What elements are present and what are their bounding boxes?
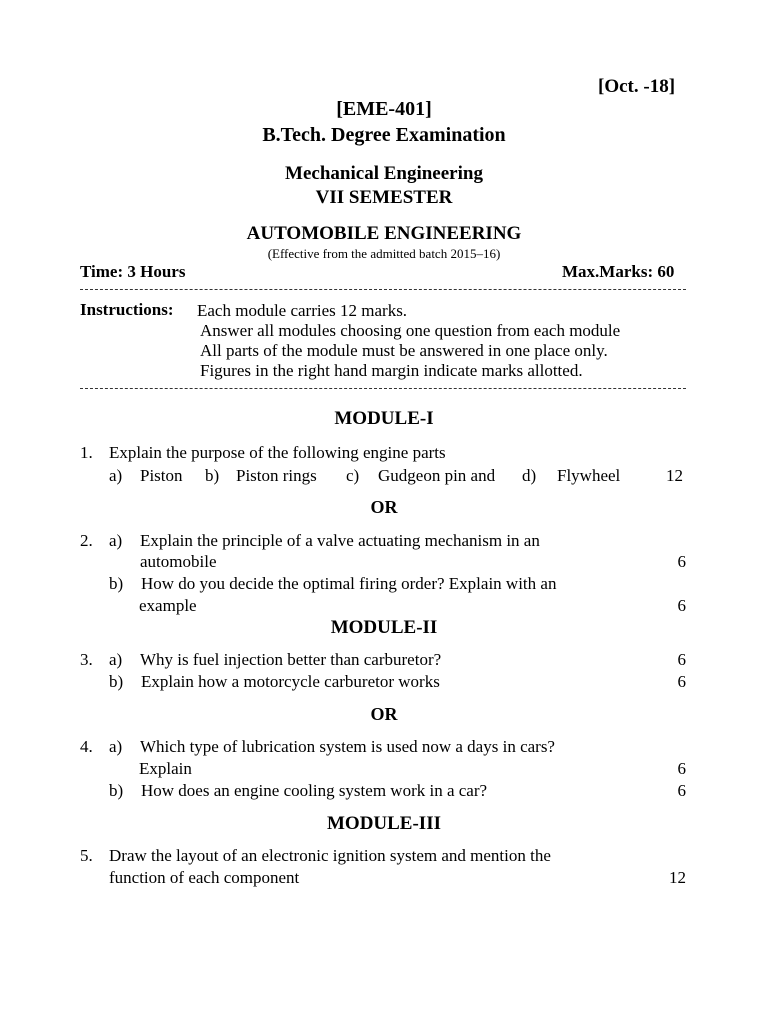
instructions-label: Instructions: <box>80 300 174 319</box>
marks: 6 <box>677 672 686 691</box>
option-label: a) <box>109 466 123 485</box>
question-text: How do you decide the optimal firing order? Explain with an <box>141 574 557 593</box>
option-text: Piston rings <box>236 466 317 485</box>
instruction-line: Figures in the right hand margin indicate marks allotted. <box>200 361 583 380</box>
marks: 12 <box>666 466 683 485</box>
marks: 6 <box>677 781 686 800</box>
branch-title: Mechanical Engineering <box>285 163 483 184</box>
module-title: MODULE-III <box>326 813 441 834</box>
effective-note: (Effective from the admitted batch 2015–16) <box>267 246 501 261</box>
course-code: [EME-401] <box>336 98 432 120</box>
question-number: 3. <box>80 650 93 669</box>
marks: 12 <box>669 868 686 887</box>
part-label: b) <box>109 781 124 800</box>
divider-bottom <box>80 388 686 389</box>
option-text: Piston <box>140 466 183 485</box>
part-label: a) <box>109 737 123 756</box>
max-marks-label: Max.Marks: 60 <box>562 262 675 281</box>
marks: 6 <box>677 650 686 669</box>
part-label: a) <box>109 531 123 550</box>
question-text: Which type of lubrication system is used now a days in cars? <box>140 737 555 756</box>
instruction-line: Each module carries 12 marks. <box>197 301 408 320</box>
instruction-line: All parts of the module must be answered in one place only. <box>200 341 608 360</box>
marks: 6 <box>677 596 686 615</box>
question-text: How does an engine cooling system work in a car? <box>141 781 488 800</box>
question-text: example <box>139 596 197 615</box>
or-separator: OR <box>370 704 398 724</box>
question-text: automobile <box>140 552 217 571</box>
option-text: Gudgeon pin and <box>378 466 496 485</box>
or-separator: OR <box>370 497 398 517</box>
divider-top <box>80 289 686 290</box>
question-number: 2. <box>80 531 93 550</box>
module-title: MODULE-I <box>334 408 434 429</box>
question-text: Explain the principle of a valve actuating mechanism in an <box>140 531 540 550</box>
question-number: 5. <box>80 846 93 865</box>
option-label: c) <box>346 466 360 485</box>
exam-title: B.Tech. Degree Examination <box>262 124 506 146</box>
question-number: 4. <box>80 737 93 756</box>
question-text: Explain the purpose of the following engine parts <box>109 443 446 462</box>
part-label: b) <box>109 672 124 691</box>
question-text: function of each component <box>109 868 300 887</box>
question-text: Explain <box>139 759 192 778</box>
question-text: Why is fuel injection better than carburetor? <box>140 650 442 669</box>
question-text: Explain how a motorcycle carburetor works <box>141 672 440 691</box>
part-label: b) <box>109 574 124 593</box>
exam-date: [Oct. -18] <box>598 76 676 97</box>
time-label: Time: 3 Hours <box>80 262 186 281</box>
subject-title: AUTOMOBILE ENGINEERING <box>246 223 522 244</box>
option-label: d) <box>522 466 537 485</box>
question-text: Draw the layout of an electronic ignition system and mention the <box>109 846 551 865</box>
question-number: 1. <box>80 443 93 462</box>
part-label: a) <box>109 650 123 669</box>
marks: 6 <box>677 552 686 571</box>
instruction-line: Answer all modules choosing one question from each module <box>200 321 621 340</box>
option-text: Flywheel <box>557 466 621 485</box>
semester-title: VII SEMESTER <box>315 187 453 208</box>
marks: 6 <box>677 759 686 778</box>
option-label: b) <box>205 466 220 485</box>
module-title: MODULE-II <box>330 617 438 638</box>
